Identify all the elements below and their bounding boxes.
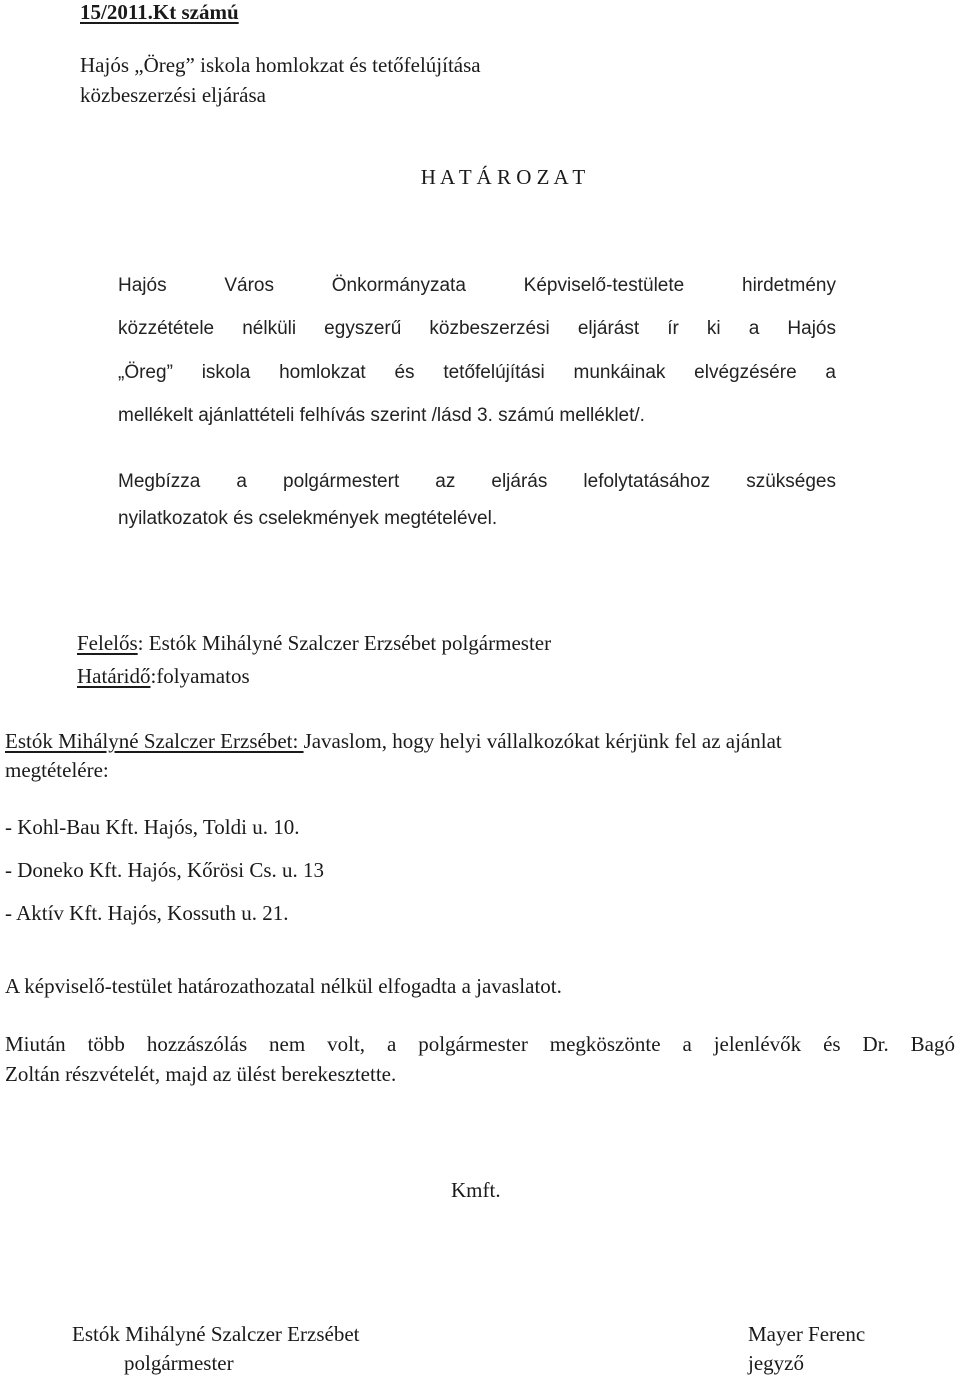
responsible-label: Felelős — [77, 631, 138, 655]
decision-paragraph-2 — [118, 470, 836, 544]
contractor-item: - Kohl-Bau Kft. Hajós, Toldi u. 10. — [5, 815, 300, 839]
decision-paragraph-1 — [118, 274, 836, 447]
deadline-row — [77, 664, 250, 689]
subject-line-1: Hajós „Öreg” iskola homlokzat és tetőfelújítása — [80, 53, 481, 77]
deadline-label: Határidő — [77, 664, 151, 688]
responsible-value: : Estók Mihályné Szalczer Erzsébet polgármester — [137, 631, 552, 655]
accepted-statement: A képviselő-testület határozathozatal nélkül elfogadta a javaslatot. — [5, 974, 562, 998]
signature-right-title: jegyző — [748, 1351, 804, 1375]
deadline-value: :folyamatos — [150, 664, 250, 688]
decision-line: közzététele nélküli egyszerű közbeszerzési eljárást ír ki a Hajós — [118, 318, 836, 339]
closing-paragraph — [5, 1032, 955, 1092]
decision-line: „Öreg” iskola homlokzat és tetőfelújítási munkáinak elvégzésére a — [118, 362, 836, 383]
responsible-row — [77, 631, 551, 656]
contractor-item: - Doneko Kft. Hajós, Kőrösi Cs. u. 13 — [5, 858, 325, 882]
closing-line: Miután több hozzászólás nem volt, a polgármester megköszönte a jelenlévők és Dr. Bagó — [5, 1032, 955, 1056]
proposal-text: Javaslom, hogy helyi vállalkozókat kérjünk fel az ajánlat — [303, 729, 782, 753]
decision-line: mellékelt ajánlattételi felhívás szerint /lásd 3. számú melléklet/. — [118, 405, 645, 426]
decision-title: H A T Á R O Z A T — [420, 165, 586, 189]
decision-line: nyilatkozatok és cselekmények megtételével. — [118, 508, 498, 529]
decision-line: Hajós Város Önkormányzata Képviselő-testülete hirdetmény — [118, 275, 836, 296]
subject-line-2: közbeszerzési eljárása — [80, 83, 266, 107]
signature-left-title: polgármester — [124, 1351, 234, 1375]
signature-right-name: Mayer Ferenc — [748, 1322, 866, 1346]
kmft: Kmft. — [451, 1178, 501, 1202]
signature-left-name: Estók Mihályné Szalczer Erzsébet — [72, 1322, 360, 1346]
proposal-line-2: megtételére: — [5, 758, 109, 782]
decision-line: Megbízza a polgármestert az eljárás lefolytatásához szükséges — [118, 471, 836, 492]
proposal-speaker: Estók Mihályné Szalczer Erzsébet: — [5, 729, 304, 753]
contractor-item: - Aktív Kft. Hajós, Kossuth u. 21. — [5, 901, 289, 925]
proposal-line-1 — [5, 729, 782, 754]
resolution-number: 15/2011.Kt számú — [80, 0, 239, 24]
closing-line: Zoltán részvételét, majd az ülést berekesztette. — [5, 1062, 397, 1086]
